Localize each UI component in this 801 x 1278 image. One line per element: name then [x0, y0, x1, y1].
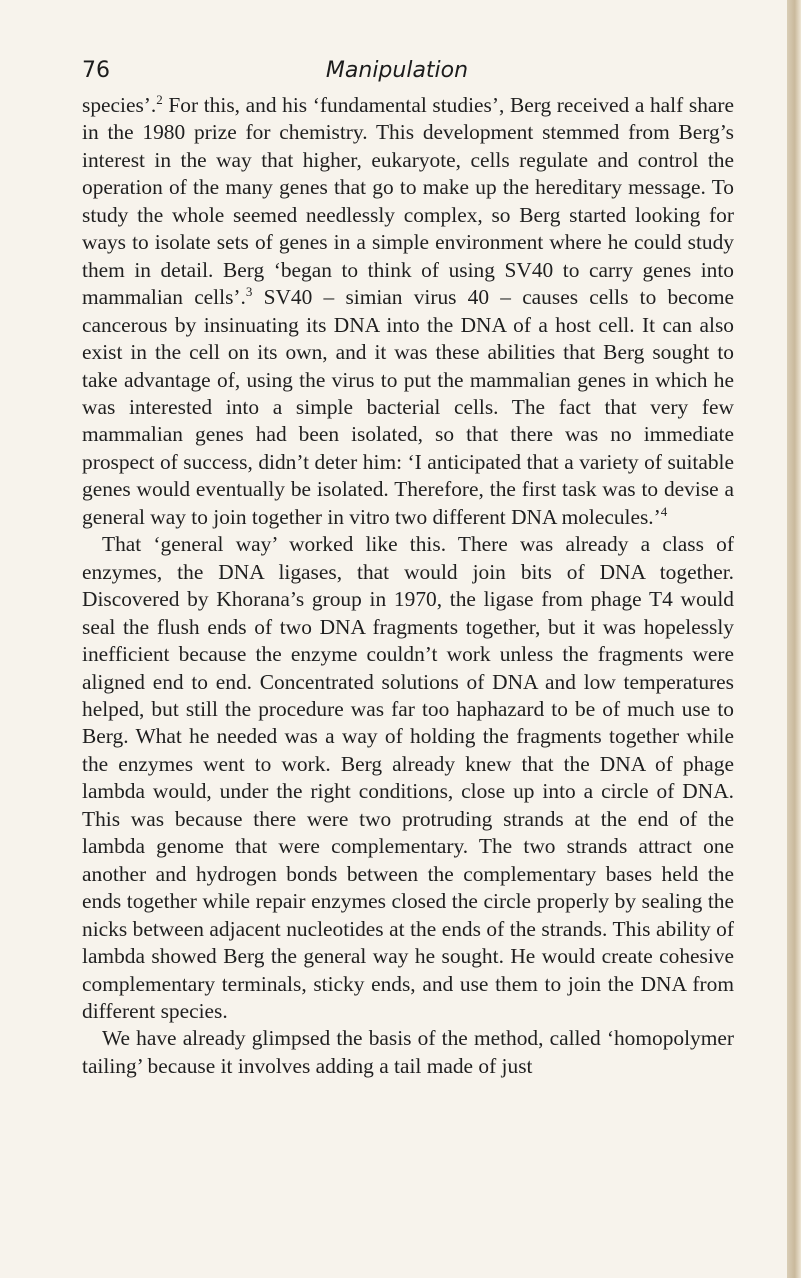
footnote-marker: 4 — [660, 503, 668, 519]
running-head — [82, 58, 712, 90]
footnote-marker: 3 — [245, 284, 253, 300]
adjacent-page-edge — [787, 0, 801, 1278]
paragraph — [82, 531, 734, 1025]
page-number: 76 — [82, 58, 110, 83]
paragraph-text: That ‘general way’ worked like this. There was already a class of enzymes, the DNA ligases, that would join bits of DNA together. Discovered by Khorana’s group in 1970, the ligase from phage T4 would seal the flush ends of two DNA fragments together, but it was hopelessly inefficient because the enzyme couldn’t work unless the fragments were aligned end to end. Concentrated solutions of DNA and low temperatures helped, but still the procedure was far too haphazard to be of much use to Berg. What he needed was a way of holding the fragments together while the enzymes went to work. Berg already knew that the DNA of phage lambda would, under the right conditions, close up into a circle of DNA. This was because there were two protruding strands at the end of the lambda genome that were complementary. The two strands attract one another and hydrogen bonds between the complementary bases held the ends together while repair enzymes closed the circle properly by sealing the nicks between adjacent nucleotides at the ends of the strands. This ability of lambda showed Berg the general way he sought. He would create cohesive complementary terminals, sticky ends, and use them to join the DNA from different species. — [82, 532, 734, 1023]
paragraph — [82, 1025, 734, 1080]
paragraph-text: species’. — [82, 93, 157, 117]
footnote-marker: 2 — [156, 91, 163, 107]
paragraph-text: For this, and his ‘fundamental studies’, Berg received a half share in the 1980 prize for chemistry. This development stemmed from Berg’s interest in the way that higher, eukaryote, cells regulate and control the operation of the many genes that go to make up the hereditary message. To study the whole seemed needlessly complex, so Berg started looking for ways to isolate sets of genes in a simple environment where he could study them in detail. Berg ‘began to think of using SV40 to carry genes into mammalian cells’. — [82, 93, 734, 310]
chapter-title: Manipulation — [325, 58, 469, 83]
body-text — [82, 92, 734, 1080]
paragraph — [82, 92, 734, 531]
paragraph-text: We have already glimpsed the basis of the method, called ‘homopolymer tailing’ because it involves adding a tail made of just — [82, 1026, 734, 1078]
paragraph-text: SV40 – simian virus 40 – causes cells to become cancerous by insinuating its DNA into the DNA of a host cell. It can also exist in the cell on its own, and it was these abilities that Berg sought to take advantage of, using the virus to put the mammalian genes in which he was interested into a simple bacterial cells. The fact that very few mammalian genes had been isolated, so that there was no immediate prospect of success, didn’t deter him: ‘I anticipated that a variety of suitable genes would eventually be isolated. Therefore, the first task was to devise a general way to join together in vitro two different DNA molecules.’ — [82, 285, 734, 529]
